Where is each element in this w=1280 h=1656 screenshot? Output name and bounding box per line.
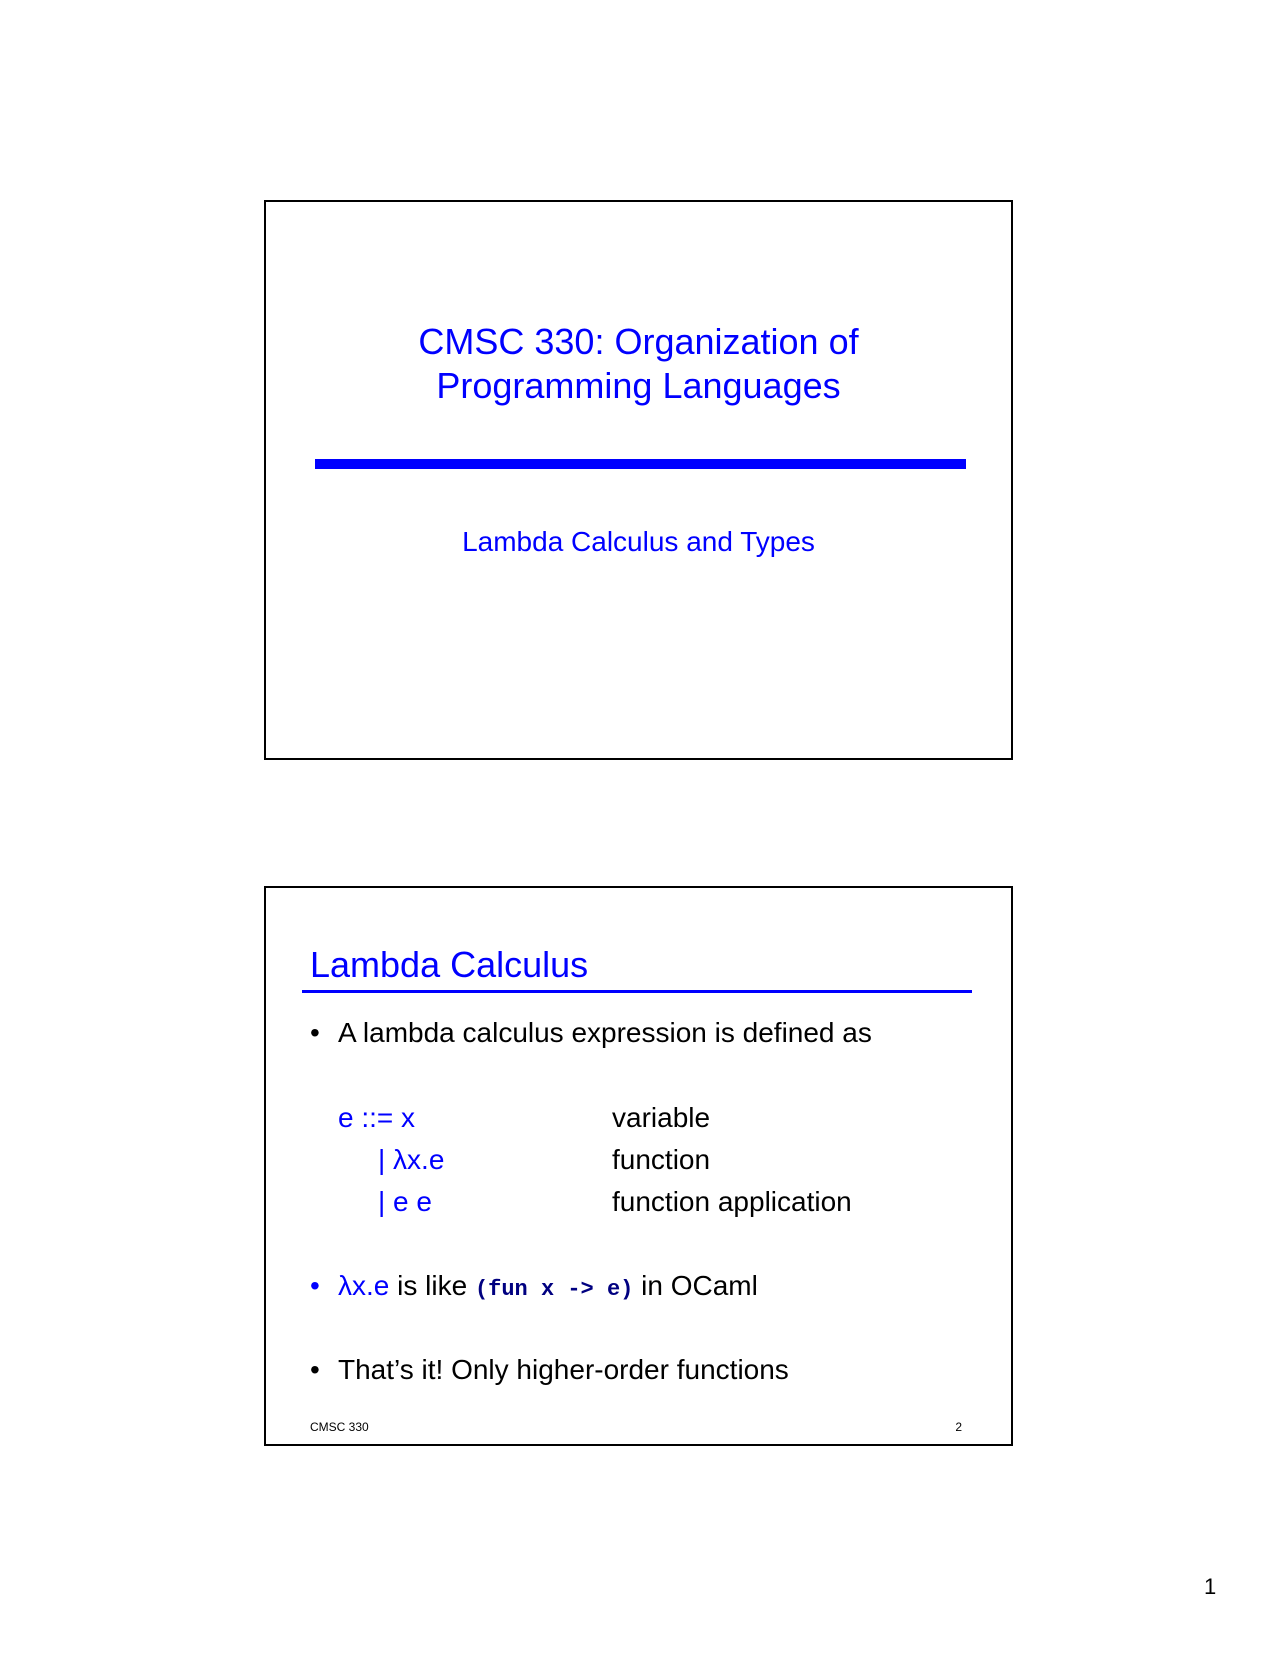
bullet-item — [310, 1353, 789, 1387]
bullet-text: is like — [389, 1270, 475, 1301]
grammar-description: variable — [612, 1102, 711, 1133]
bullet-item — [310, 1016, 872, 1050]
slide-title-line-2: Programming Languages — [436, 365, 841, 406]
slide-footer-number: 2 — [955, 1420, 962, 1434]
bullet-dot: • — [310, 1354, 320, 1385]
grammar-production: | λx.e — [378, 1144, 445, 1175]
bullet-text: A lambda calculus expression is defined as — [338, 1017, 872, 1048]
bullet-item — [310, 1269, 758, 1307]
bullet-text: That’s it! Only higher-order functions — [338, 1354, 789, 1385]
bullet-dot: • — [310, 1017, 320, 1048]
heading-divider — [302, 990, 972, 993]
slide-subtitle: Lambda Calculus and Types — [462, 526, 815, 557]
grammar-production: | e e — [378, 1186, 432, 1217]
slide-title — [266, 320, 1011, 408]
slide-1 — [264, 200, 1013, 760]
slide-2 — [264, 886, 1013, 1446]
slide-footer-course: CMSC 330 — [310, 1420, 369, 1434]
ocaml-code: (fun x -> e) — [474, 1277, 634, 1302]
grammar-production: e ::= x — [338, 1102, 416, 1133]
slide-title-line-1: CMSC 330: Organization of — [418, 321, 859, 362]
slide-heading: Lambda Calculus — [310, 944, 589, 985]
grammar-description: function — [612, 1144, 711, 1175]
page-number: 1 — [1204, 1574, 1217, 1599]
bullet-dot: • — [310, 1270, 320, 1301]
grammar-description: function application — [612, 1186, 852, 1217]
lambda-expression: λx.e — [338, 1270, 390, 1301]
title-divider — [315, 459, 966, 469]
bullet-text: in OCaml — [633, 1270, 758, 1301]
